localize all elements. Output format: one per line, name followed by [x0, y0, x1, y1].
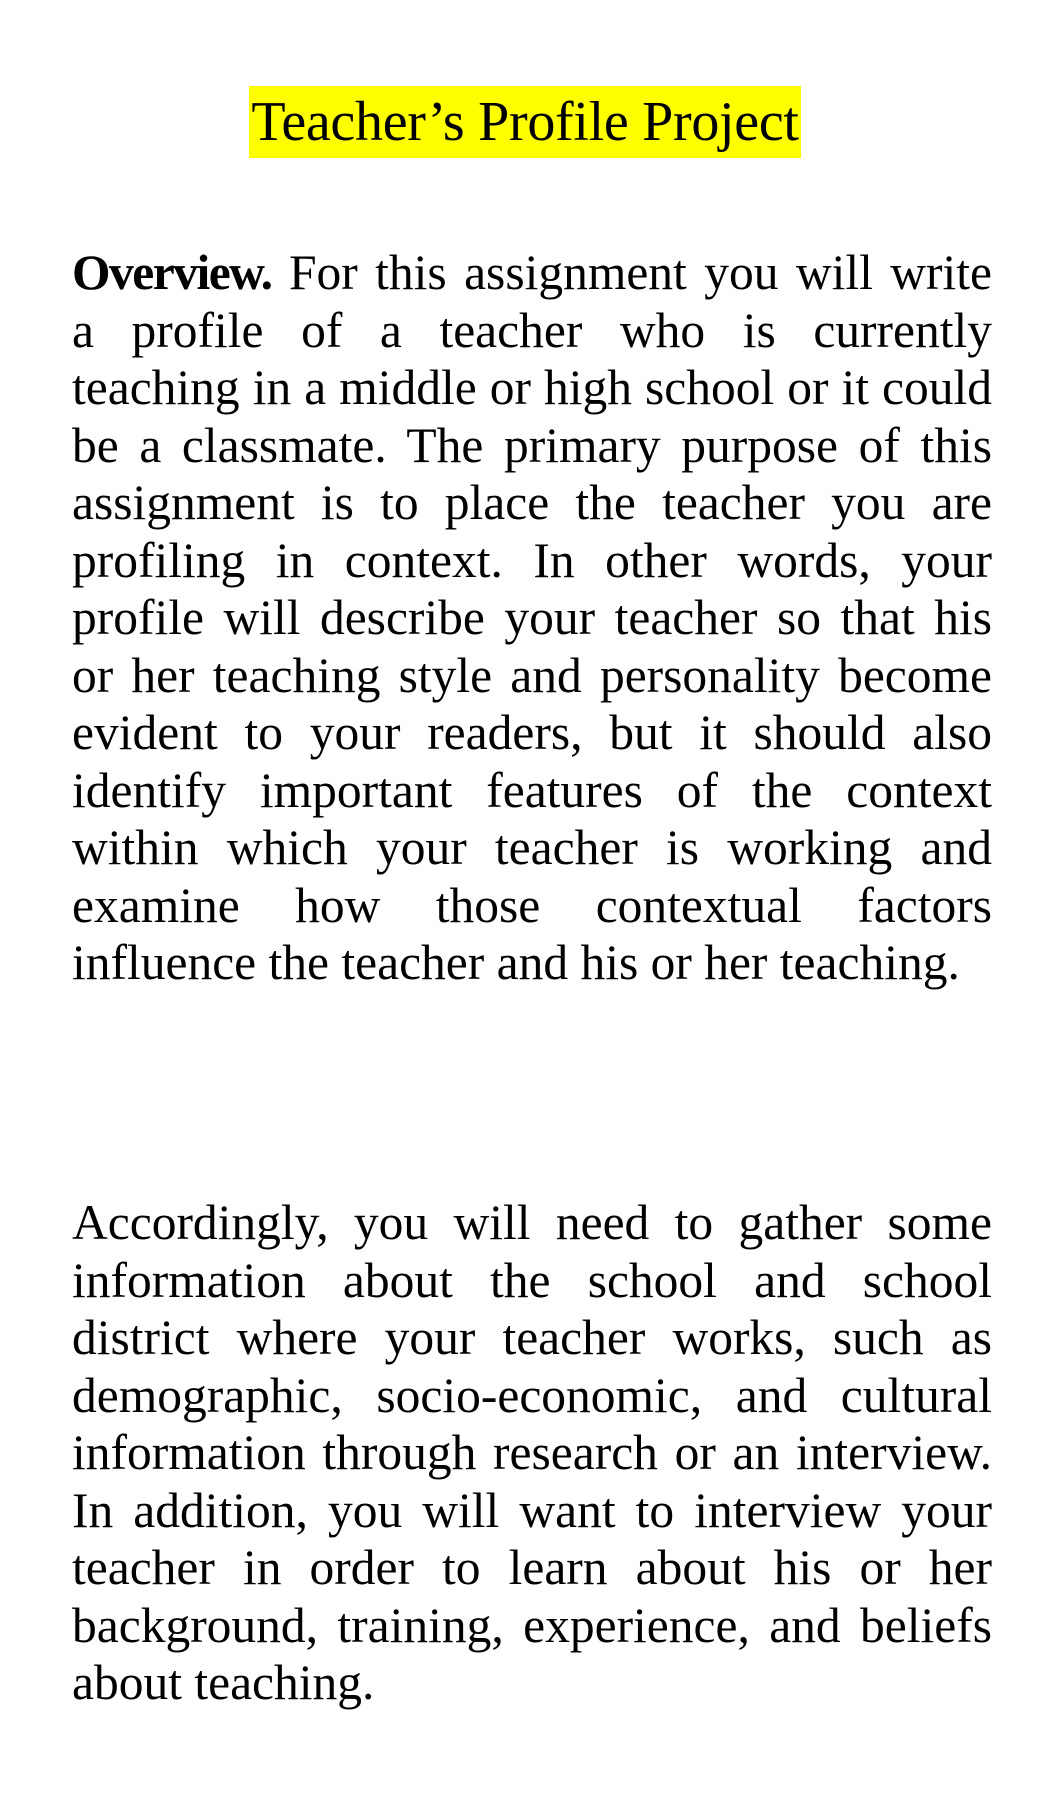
overview-paragraph: [72, 244, 992, 992]
accordingly-paragraph: Accordingly, you will need to gather some information about the school and school district where your teacher works, such as demographic, socio-economic, and cultural information through research or an interview. In addition, you will want to interview your teacher in order to learn about his or her background, training, experience, and beliefs about teaching.: [72, 1195, 992, 1710]
title-container: [0, 86, 1050, 158]
page-title: Teacher’s Profile Project: [249, 86, 800, 158]
overview-label: Overview.: [72, 245, 272, 300]
overview-text: For this assignment you will write a profile of a teacher who is currently teaching in a middle or high school or it could be a classmate. The primary purpose of this assignment is to place the teacher you are profiling in context. In other words, your profile will describe your teacher so that his or her teaching style and personality become evident to your readers, but it should also identify important features of the context within which your teacher is working and examine how those contextual factors influence the teacher and his or her teaching.: [72, 245, 992, 990]
